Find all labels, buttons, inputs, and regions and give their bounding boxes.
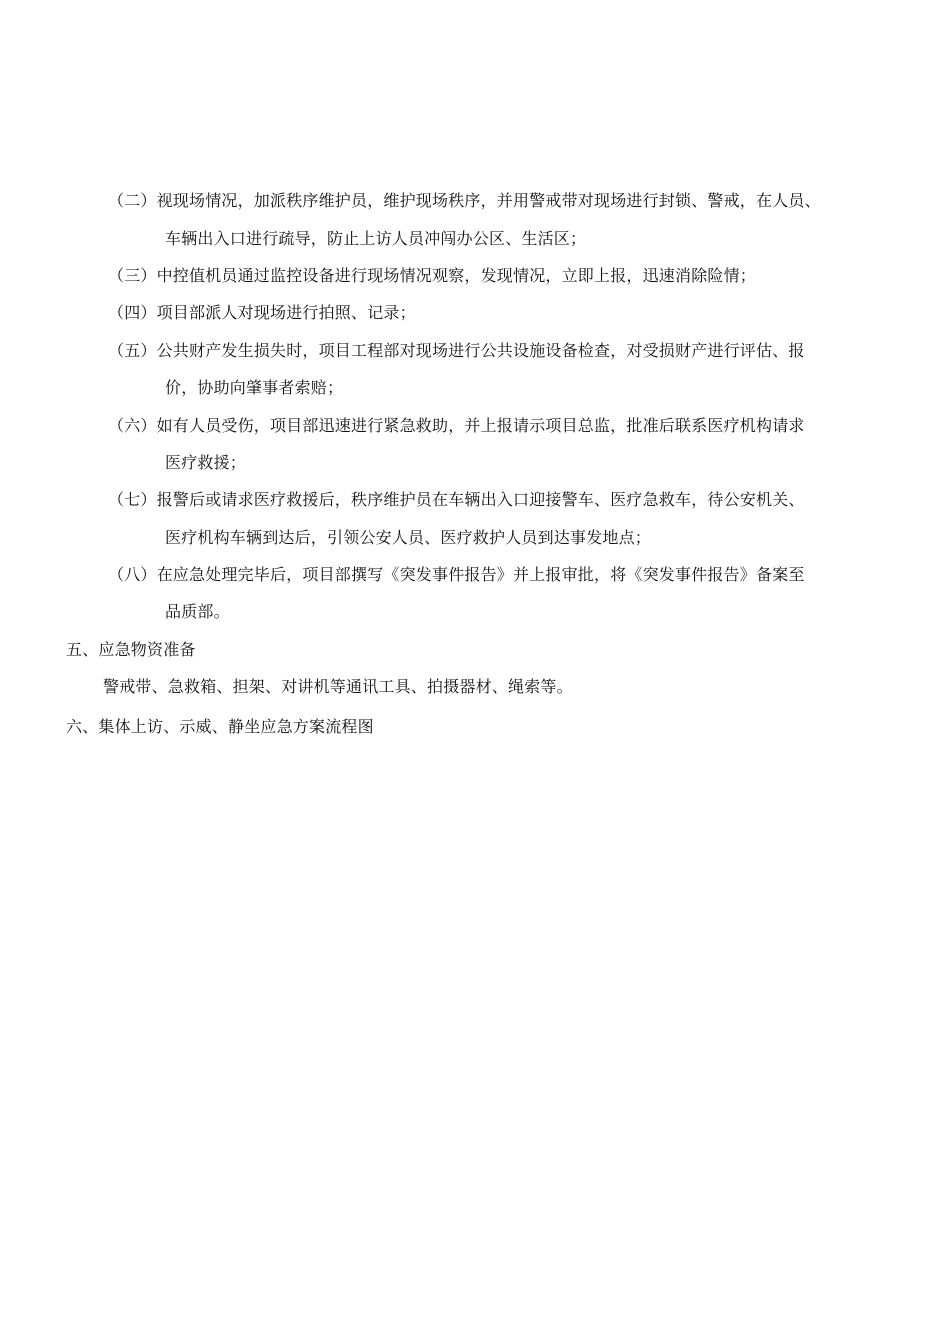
list-item-2-line-1: （二）视现场情况，加派秩序维护员，维护现场秩序，并用警戒带对现场进行封锁、警戒，在人员、 xyxy=(108,191,821,210)
list-item-4-line-1: （四）项目部派人对现场进行拍照、记录； xyxy=(108,303,416,322)
list-item-5-line-2: 价，协助向肇事者索赔； xyxy=(165,378,344,397)
list-item-7-line-2: 医疗机构车辆到达后，引领公安人员、医疗救护人员到达事发地点； xyxy=(165,528,652,547)
list-item-2-line-2: 车辆出入口进行疏导，防止上访人员冲闯办公区、生活区； xyxy=(165,229,587,248)
list-item-5-line-1: （五）公共财产发生损失时，项目工程部对现场进行公共设施设备检查，对受损财产进行评估、报 xyxy=(108,341,805,360)
section-5-body: 警戒带、急救箱、担架、对讲机等通讯工具、拍摄器材、绳索等。 xyxy=(103,677,573,696)
list-item-6-line-1: （六）如有人员受伤，项目部迅速进行紧急救助，并上报请示项目总监，批准后联系医疗机构请求 xyxy=(108,416,805,435)
section-6-heading: 六、集体上访、示威、静坐应急方案流程图 xyxy=(66,717,374,736)
list-item-8-line-1: （八）在应急处理完毕后，项目部撰写《突发事件报告》并上报审批，将《突发事件报告》备案至 xyxy=(108,565,805,584)
list-item-7-line-1: （七）报警后或请求医疗救援后，秩序维护员在车辆出入口迎接警车、医疗急救车，待公安机关、 xyxy=(108,490,805,509)
list-item-6-line-2: 医疗救援； xyxy=(165,453,247,472)
list-item-8-line-2: 品质部。 xyxy=(165,602,230,621)
list-item-3-line-1: （三）中控值机员通过监控设备进行现场情况观察，发现情况，立即上报，迅速消除险情； xyxy=(108,266,757,285)
section-5-heading: 五、应急物资准备 xyxy=(66,640,196,659)
